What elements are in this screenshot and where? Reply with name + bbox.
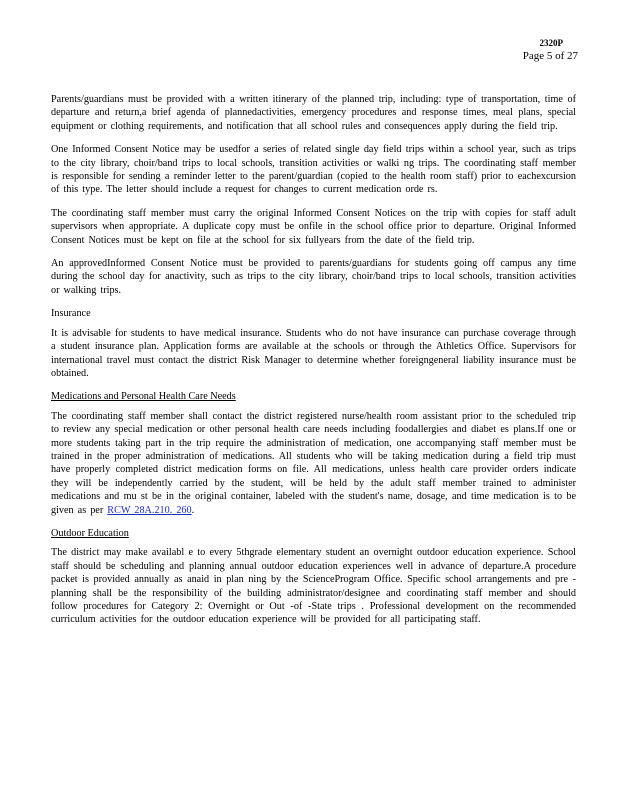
consent-notice-series-paragraph: One Informed Consent Notice may be usedfor a series of related single day field trips within a school year, such as trips to the city library, choir/band trips to local schools, transition activities or walki ng trips. The coordinating staff member is responsible for sending a reminder letter to the parent/guardian (copied to the health room staff) prior to eachexcursion of this type. The letter should include a request for changes to current medication orde rs. — [51, 144, 576, 196]
consent-notice-carry-paragraph: The coordinating staff member must carry the original Informed Consent Notices on the trip with copies for staff adult supervisors when appropriate. A duplicate copy must be onfile in the school office prior to departure. Original Informed Consent Notices must be kept on file at the school for six fullyears from the date of the field trip. — [51, 207, 576, 246]
medications-heading: Medications and Personal Health Care Needs — [51, 391, 236, 403]
outdoor-education-heading: Outdoor Education — [51, 527, 129, 539]
document-body — [51, 93, 576, 637]
medications-end: . — [191, 504, 195, 516]
rcw-link[interactable]: RCW 28A.210. 260 — [107, 504, 192, 516]
insurance-paragraph: It is advisable for students to have medical insurance. Students who do not have insurance can purchase coverage through a student insurance plan. Application forms are available at the schools or through the Athletics Office. Supervisors for international travel must contact the district Risk Manager to determine whether foreigngeneral liability insurance must be obtained. — [51, 327, 576, 379]
insurance-heading: Insurance — [51, 308, 91, 320]
itinerary-paragraph: Parents/guardians must be provided with a written itinerary of the planned trip, including: type of transportation, time of departure and return,a brief agenda of plannedactivities, emergency procedures and response times, meal plans, special equipment or clothing requirements, and notification that all school rules and consequences apply during the field trip. — [51, 94, 576, 132]
page-number: Page 5 of 27 — [522, 50, 578, 62]
off-campus-consent-paragraph: An approvedInformed Consent Notice must be provided to parents/guardians for students going off campus any time during the school day for anactivity, such as trips to the city library, choir/band trips to local schools, transition activities or walking trips. — [51, 258, 576, 296]
outdoor-education-paragraph: The district may make availabl e to every 5thgrade elementary student an overnight outdoor education experience. School staff should be scheduling and planning annual outdoor education experiences well in advance of departure.A procedure packet is provided annually as anaid in plan ning by the ScienceProgram Office. Specific school arrangements and pre - planning shall be the responsibility of the building administrator/designee and coordinating staff member and should follow procedures for Category 2: Overnight or Out -of -State trips . Professional development on the recommended curriculum activities for the outdoor education experience will be provided for all participating staff. — [51, 547, 576, 626]
medications-paragraph — [51, 410, 576, 517]
document-code: 2320P — [539, 38, 563, 48]
medications-text: The coordinating staff member shall contact the district registered nurse/health room assistant prior to the scheduled trip to review any special medication or other personal health care needs including foodallergies and diabet es plans.If one or more students taking part in the trip require the administration of medication, one accompanying staff member must be trained in the proper administration of medications. All students who will be taking medication during a field trip must have properly completed district medication forms on file. All medications, unless health care provider orders indicate they will be independently carried by the student, will be held by the adult staff member trained to administer medications and mu st be in the original container, labeled with the student's name, dosage, and time medication is to be given as per — [51, 410, 576, 516]
